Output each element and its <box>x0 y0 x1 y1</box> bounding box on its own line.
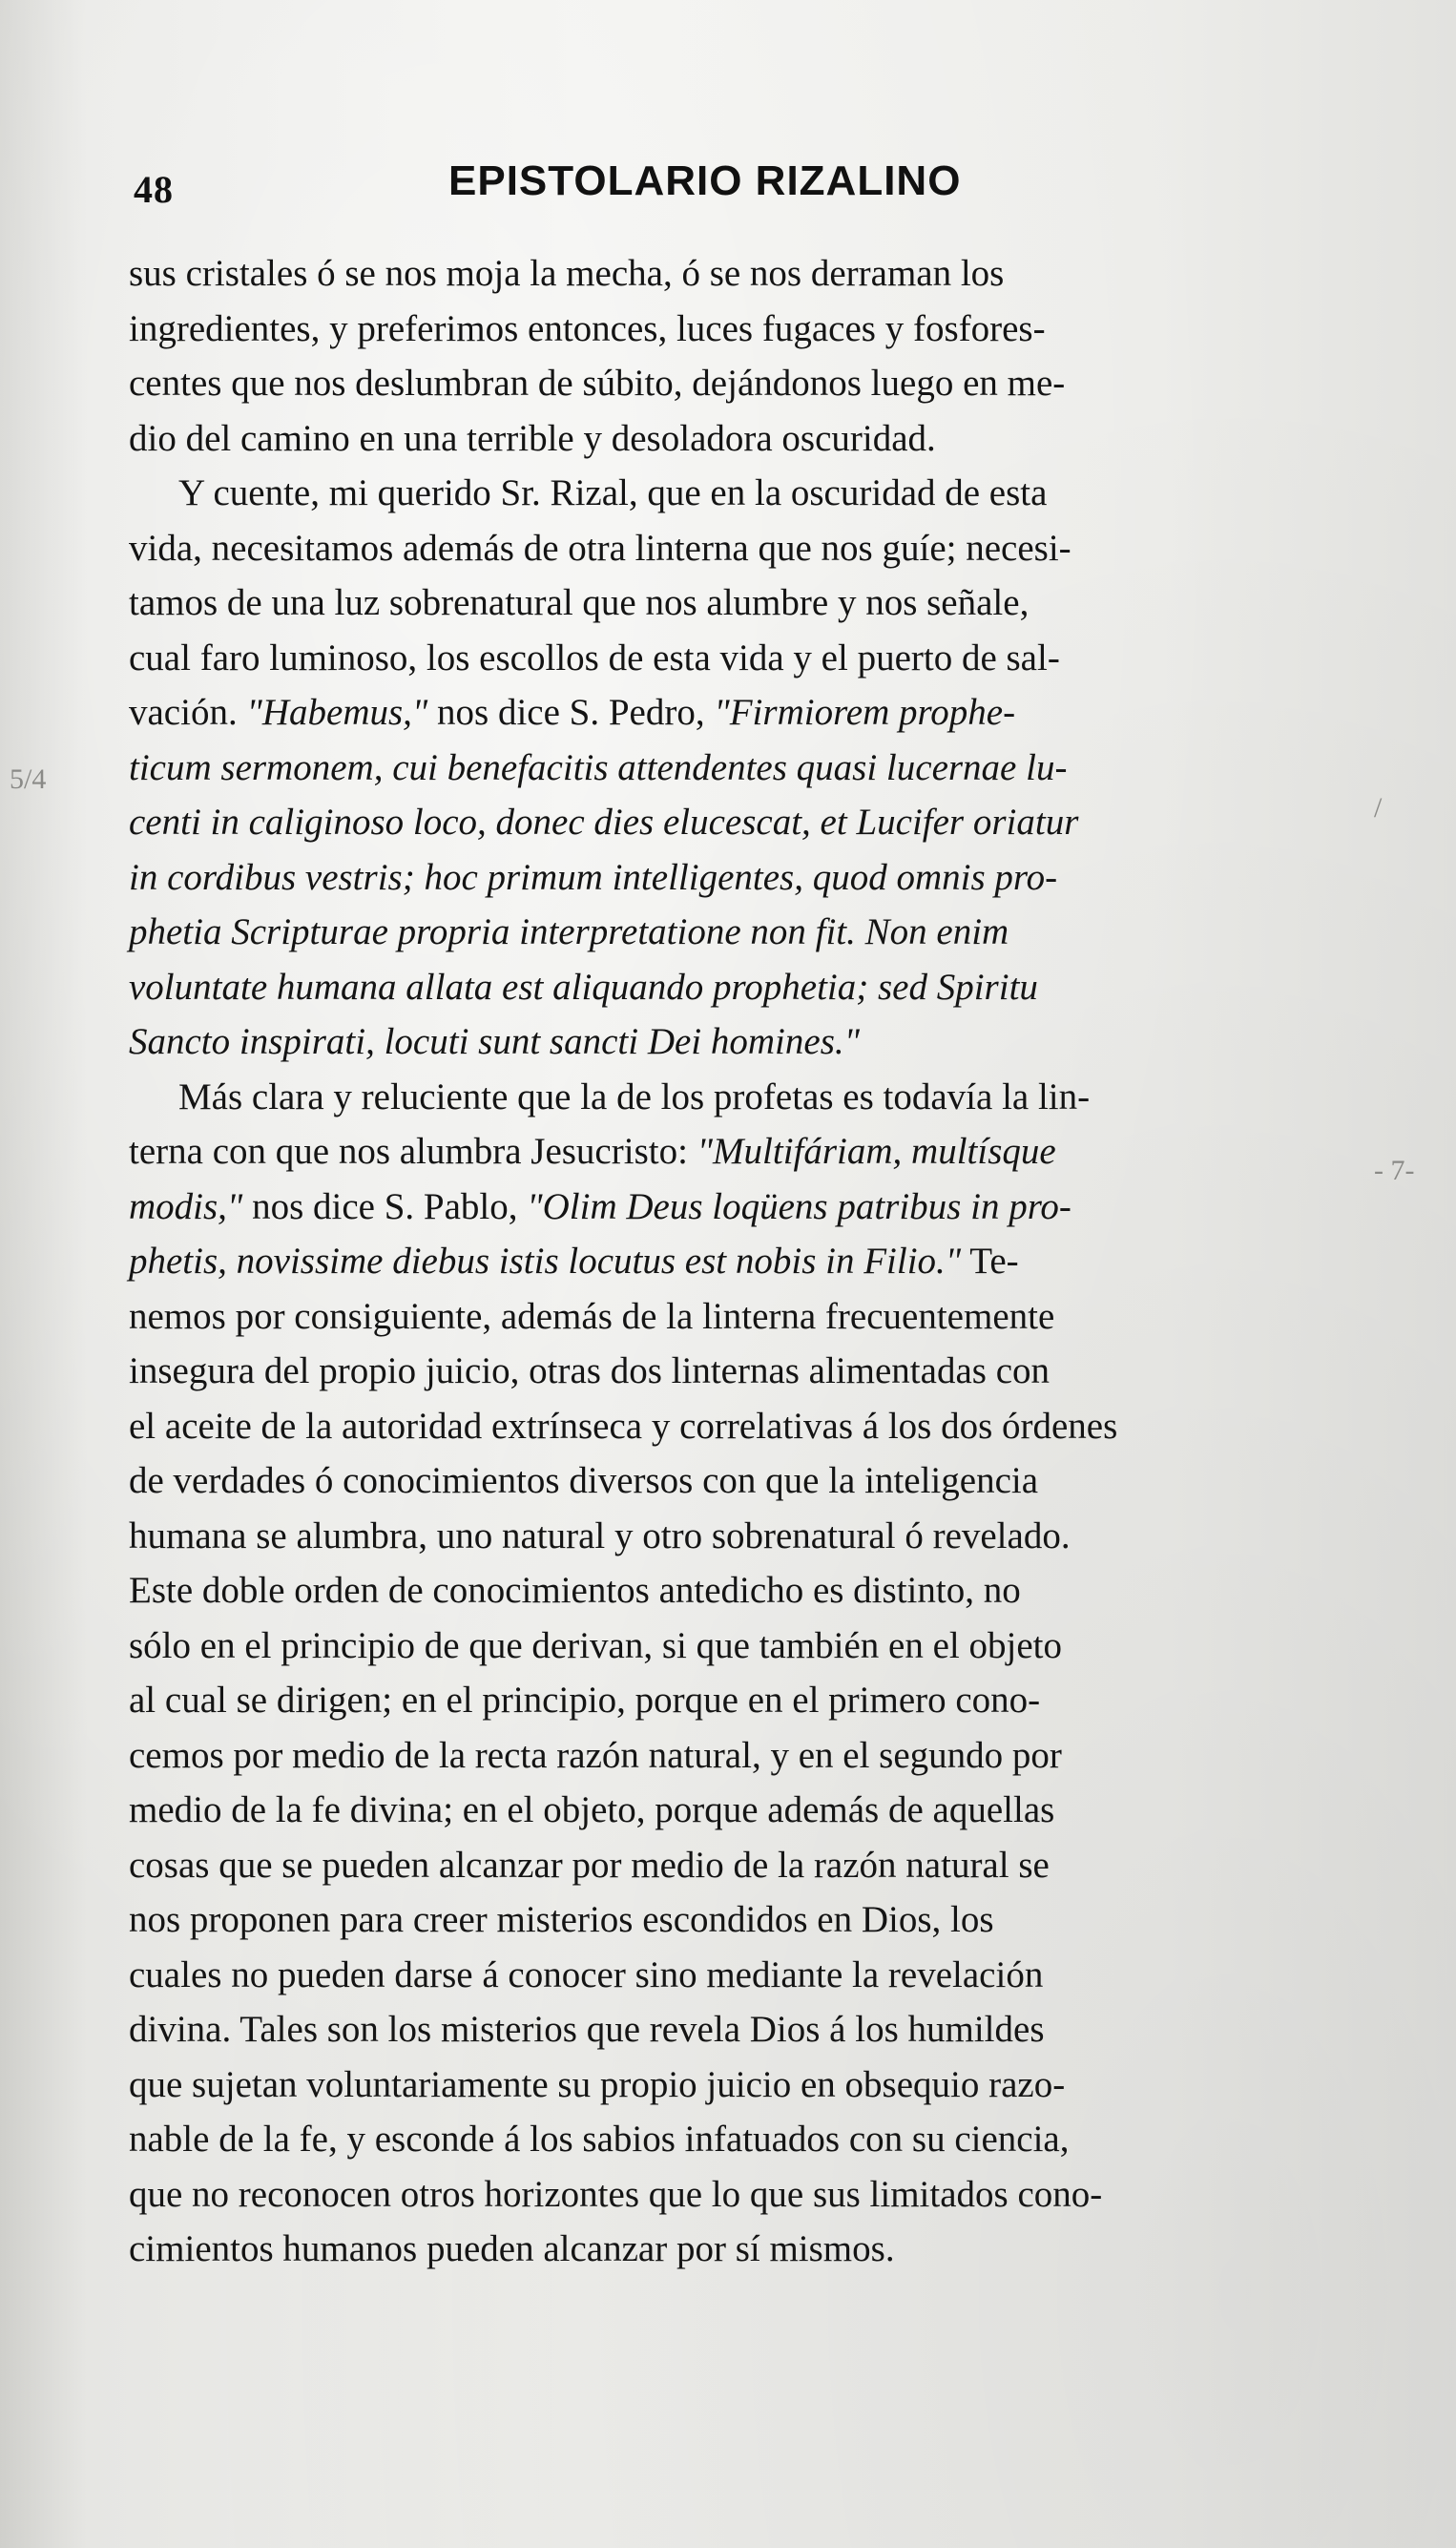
text-span: Más clara y reluciente que la de los profetas es todavía la lin- <box>178 1076 1091 1117</box>
text-line <box>129 1892 1341 1948</box>
text-span: que no reconocen otros horizontes que lo que sus limitados cono- <box>129 2173 1103 2215</box>
text-span: Este doble orden de conocimientos antedicho es distinto, no <box>129 1570 1021 1611</box>
page-header <box>134 157 1317 224</box>
text-line <box>129 2112 1341 2167</box>
text-span: terna con que nos alumbra Jesucristo: <box>129 1131 697 1172</box>
text-span: dio del camino en una terrible y desoladora oscuridad. <box>129 417 936 459</box>
margin-note-right-mid: - 7- <box>1374 1155 1415 1186</box>
text-line <box>129 905 1341 960</box>
text-line <box>129 575 1341 631</box>
text-span: vida, necesitamos además de otra linterna que nos guíe; necesi- <box>129 527 1071 569</box>
text-line <box>129 1838 1341 1893</box>
text-line <box>129 1783 1341 1838</box>
text-span: tamos de una luz sobrenatural que nos alumbre y nos señale, <box>129 582 1030 623</box>
text-line <box>129 1509 1341 1564</box>
text-line <box>129 1180 1341 1235</box>
quote-span: voluntate humana allata est aliquando prophetia; sed Spiritu <box>129 966 1038 1008</box>
text-line <box>129 850 1341 906</box>
text-line <box>129 2222 1341 2277</box>
text-span: sólo en el principio de que derivan, si que también en el objeto <box>129 1624 1062 1666</box>
text-line <box>129 466 1341 521</box>
text-span: cuales no pueden darse á conocer sino mediante la revelación <box>129 1953 1044 1995</box>
text-line <box>129 2167 1341 2223</box>
text-line <box>129 1289 1341 1345</box>
text-line <box>129 521 1341 576</box>
text-span: Te- <box>961 1241 1019 1282</box>
text-line <box>129 2057 1341 2113</box>
text-span: nos proponen para creer misterios escondidos en Dios, los <box>129 1899 994 1940</box>
text-span: Y cuente, mi querido Sr. Rizal, que en la oscuridad de esta <box>178 472 1048 513</box>
text-span: cosas que se pueden alcanzar por medio de la razón natural se <box>129 1844 1050 1886</box>
text-line <box>129 1453 1341 1509</box>
quote-span: "Olim Deus loqüens patribus in pro- <box>527 1185 1071 1227</box>
text-line <box>129 356 1341 411</box>
text-line <box>129 1948 1341 2003</box>
text-span: centes que nos deslumbran de súbito, dejándonos luego en me- <box>129 363 1066 404</box>
text-line <box>129 1344 1341 1399</box>
text-span: que sujetan voluntariamente su propio juicio en obsequio razo- <box>129 2063 1066 2105</box>
text-span: divina. Tales son los misterios que revela Dios á los humildes <box>129 2009 1045 2050</box>
text-line <box>129 1014 1341 1070</box>
quote-span: ticum sermonem, cui benefacitis attendentes quasi lucernae lu- <box>129 746 1068 788</box>
text-line <box>129 2002 1341 2057</box>
text-line <box>129 685 1341 741</box>
text-span: ingredientes, y preferimos entonces, luces fugaces y fosfores- <box>129 307 1046 349</box>
running-title: EPISTOLARIO RIZALINO <box>448 157 962 204</box>
text-span: vación. <box>129 692 247 733</box>
text-line <box>129 1124 1341 1180</box>
text-line <box>129 1070 1341 1125</box>
quote-span: Sancto inspirati, locuti sunt sancti Dei homines." <box>129 1021 861 1062</box>
text-span: nos dice S. Pedro, <box>427 692 715 733</box>
margin-note-right-top: / <box>1374 792 1383 824</box>
text-span: el aceite de la autoridad extrínseca y correlativas á los dos órdenes <box>129 1405 1118 1447</box>
text-line <box>129 246 1341 302</box>
text-line <box>129 1234 1341 1289</box>
quote-span: centi in caliginoso loco, donec dies elucescat, et Lucifer oriatur <box>129 802 1079 843</box>
text-span: nable de la fe, y esconde á los sabios infatuados con su ciencia, <box>129 2119 1070 2160</box>
quote-span: in cordibus vestris; hoc primum intelligentes, quod omnis pro- <box>129 856 1058 898</box>
text-line <box>129 795 1341 850</box>
text-span: medio de la fe divina; en el objeto, porque además de aquellas <box>129 1789 1055 1830</box>
page-number: 48 <box>134 168 174 211</box>
quote-span: phetia Scripturae propria interpretatione non fit. Non enim <box>129 911 1009 952</box>
quote-span: "Habemus," <box>246 692 428 733</box>
text-span: cual faro luminoso, los escollos de esta vida y el puerto de sal- <box>129 637 1060 679</box>
text-span: cimientos humanos pueden alcanzar por sí mismos. <box>129 2228 895 2269</box>
body-text <box>129 246 1341 2277</box>
text-span: cemos por medio de la recta razón natural, y en el segundo por <box>129 1734 1062 1776</box>
text-span: nemos por consiguiente, además de la linterna frecuentemente <box>129 1295 1055 1337</box>
text-span: humana se alumbra, uno natural y otro sobrenatural ó revelado. <box>129 1514 1071 1556</box>
text-line <box>129 741 1341 796</box>
text-line <box>129 1563 1341 1619</box>
quote-span: "Multifáriam, multísque <box>697 1131 1056 1172</box>
text-span: nos dice S. Pablo, <box>242 1185 528 1227</box>
text-line <box>129 960 1341 1015</box>
text-span: insegura del propio juicio, otras dos linternas alimentadas con <box>129 1350 1050 1391</box>
text-line <box>129 1673 1341 1728</box>
quote-span: modis," <box>129 1185 243 1227</box>
text-span: al cual se dirigen; en el principio, porque en el primero cono- <box>129 1680 1041 1721</box>
margin-note-left: 5/4 <box>10 763 47 795</box>
text-span: sus cristales ó se nos moja la mecha, ó se nos derraman los <box>129 253 1005 294</box>
quote-span: "Firmiorem prophe- <box>714 692 1016 733</box>
text-span: de verdades ó conocimientos diversos con que la inteligencia <box>129 1460 1039 1501</box>
quote-span: phetis, novissime diebus istis locutus est nobis in Filio." <box>129 1241 962 1282</box>
text-line <box>129 1619 1341 1674</box>
text-line <box>129 1399 1341 1454</box>
text-line <box>129 411 1341 467</box>
text-line <box>129 302 1341 357</box>
text-line <box>129 631 1341 686</box>
text-line <box>129 1728 1341 1784</box>
